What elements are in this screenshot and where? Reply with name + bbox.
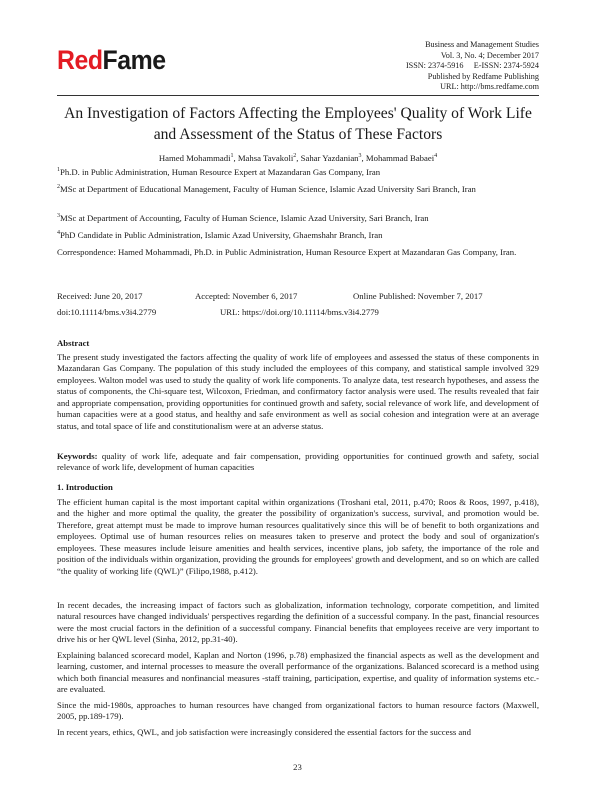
keywords-text: quality of work life, adequate and fair compensation, providing opportunities for continued growth and safety, social relevance of work life, development of human capacities: [57, 451, 540, 473]
online-date: Online Published: November 7, 2017: [353, 291, 483, 301]
publication-dates: [57, 290, 539, 302]
journal-info: [406, 40, 539, 93]
author-name: Mahsa Tavakoli: [237, 153, 294, 163]
redfame-logo: [57, 44, 166, 76]
introduction-heading: 1. Introduction: [57, 482, 113, 492]
affiliation-text: Ph.D. in Public Administration, Human Resource Expert at Mazandaran Gas Company, Iran: [60, 167, 381, 177]
affiliation-1: [57, 167, 539, 179]
doi-url[interactable]: URL: https://doi.org/10.11114/bms.v3i4.2779: [220, 307, 379, 317]
affiliation-2: [57, 184, 539, 196]
affiliation-text: MSc at Department of Accounting, Faculty of Human Science, Islamic Azad University, Sari Branch, Iran: [60, 213, 429, 223]
journal-publisher: Published by Redfame Publishing: [427, 71, 539, 81]
keywords: [57, 451, 539, 474]
affiliation-3: [57, 213, 539, 225]
author-sep: ,: [233, 153, 238, 163]
doi: doi:10.11114/bms.v3i4.2779: [57, 307, 157, 317]
author-name: Hamed Mohammadi: [158, 153, 231, 163]
author-sup: 1: [230, 153, 234, 160]
paper-title: An Investigation of Factors Affecting the Employees' Quality of Work Life and Assessment of the Status of These Factors: [64, 105, 532, 143]
affiliation-sup: 2: [57, 184, 60, 191]
doi-line: [57, 306, 539, 318]
keywords-label: Keywords:: [57, 451, 98, 461]
journal-volume: Vol. 3, No. 4; December 2017: [440, 50, 539, 60]
body-paragraph: Explaining balanced scorecard model, Kaplan and Norton (1996, p.78) emphasized the financial aspects as well as the development and learning, customer, and internal processes to measure the overall performance of the organizations. Balanced scorecard is a method using which both financial measures and nonfinancial measures -staff training, participation, expertise, and quality of information systems etc.- are evaluated.: [57, 650, 539, 695]
abstract-text: The present study investigated the factors affecting the quality of work life of employees and assessed the status of these components in Mazandaran Gas Company. The population of this study included the employees of this company, and statistical sample involved 329 employees. Walton model was used to study the quality of work life components. To analyze data, test research hypotheses, and assess the status of components, the Chi-square test, Wilcoxon, Friedman, and confirmatory factor analysis were used. The results revealed that fair and appropriate compensation, providing opportunities for continued growth and safety, social relevance of work life, and development of human capacities were at a good status, and healthy and safe environment as well as social cohesion and integration were at an average status, and total space of life and constitutionalism were at an adverse status.: [57, 352, 539, 431]
affiliation-4: [57, 230, 539, 242]
abstract-heading: Abstract: [57, 338, 90, 348]
correspondence: Correspondence: Hamed Mohammadi, Ph.D. in Public Administration, Human Resource Expert at Mazandaran Gas Company, Iran.: [57, 247, 517, 257]
author-sep: ,: [361, 153, 366, 163]
journal-issn: ISSN: 2374-5916 E-ISSN: 2374-5924: [405, 61, 539, 71]
affiliation-sup: 4: [57, 230, 60, 237]
logo-fame: Fame: [102, 45, 166, 75]
affiliation-sup: 3: [57, 213, 60, 220]
journal-url[interactable]: URL: http://bms.redfame.com: [440, 82, 539, 92]
author-name: Sahar Yazdanian: [300, 153, 359, 163]
body-paragraph: In recent years, ethics, QWL, and job satisfaction were increasingly considered the essential factors for the success and: [57, 727, 471, 737]
author-sup: 4: [434, 153, 438, 160]
header-divider: [57, 95, 539, 96]
accepted-date: Accepted: November 6, 2017: [195, 291, 298, 301]
author-sup: 3: [358, 153, 362, 160]
journal-name: Business and Management Studies: [425, 40, 539, 49]
affiliation-text: MSc at Department of Educational Management, Faculty of Human Science, Islamic Azad University Sari Branch, Iran: [60, 184, 476, 194]
body-paragraph: Since the mid-1980s, approaches to human resources have changed from organizational factors to human resource factors (Maxwell, 2005, pp.189-179).: [57, 700, 539, 722]
affiliation-sup: 1: [57, 167, 60, 174]
body-paragraph: In recent decades, the increasing impact of factors such as globalization, information technology, corporate competition, and limited natural resources have changed individuals' perspectives regarding the definition of a successful company. In the past, financial resources were the most crucial factors in the definition of a successful company. Financial benefits that employees receive are very important to drive his or her QWL level (Sinha, 2012, pp.31-40).: [57, 600, 539, 645]
author-list: [57, 152, 539, 164]
page-number: 23: [293, 762, 302, 772]
body-paragraph: The efficient human capital is the most important capital within organizations (Troshani etal, 2011, p.470; Roos & Roos, 1997, p.418), and the higher and more optimal the quality, the greater the possibility of organization's success, survival, and promotion would be. Therefore, great attempt must be made to improve human resources qualitatively since this will be of benefit to both organizations and employees. Optimal use of human resources relies on measures taken to preserve and protect the body and soul of organization's employees. These measures include leisure amenities and health services, incentive plans, job safety, the importance of the role and position of the individuals within organization, providing the grounds for employees' growth and development, and so on which are called “the quality of working life (QWL)” (Filipo,1988, p.412).: [57, 497, 539, 576]
affiliation-text: PhD Candidate in Public Administration, Islamic Azad University, Ghaemshahr Branch, Iran: [60, 230, 383, 240]
logo-red: Red: [57, 45, 103, 75]
author-sup: 2: [293, 153, 297, 160]
author-name: Mohammad Babaei: [365, 153, 435, 163]
received-date: Received: June 20, 2017: [57, 291, 143, 301]
author-sep: ,: [296, 153, 301, 163]
